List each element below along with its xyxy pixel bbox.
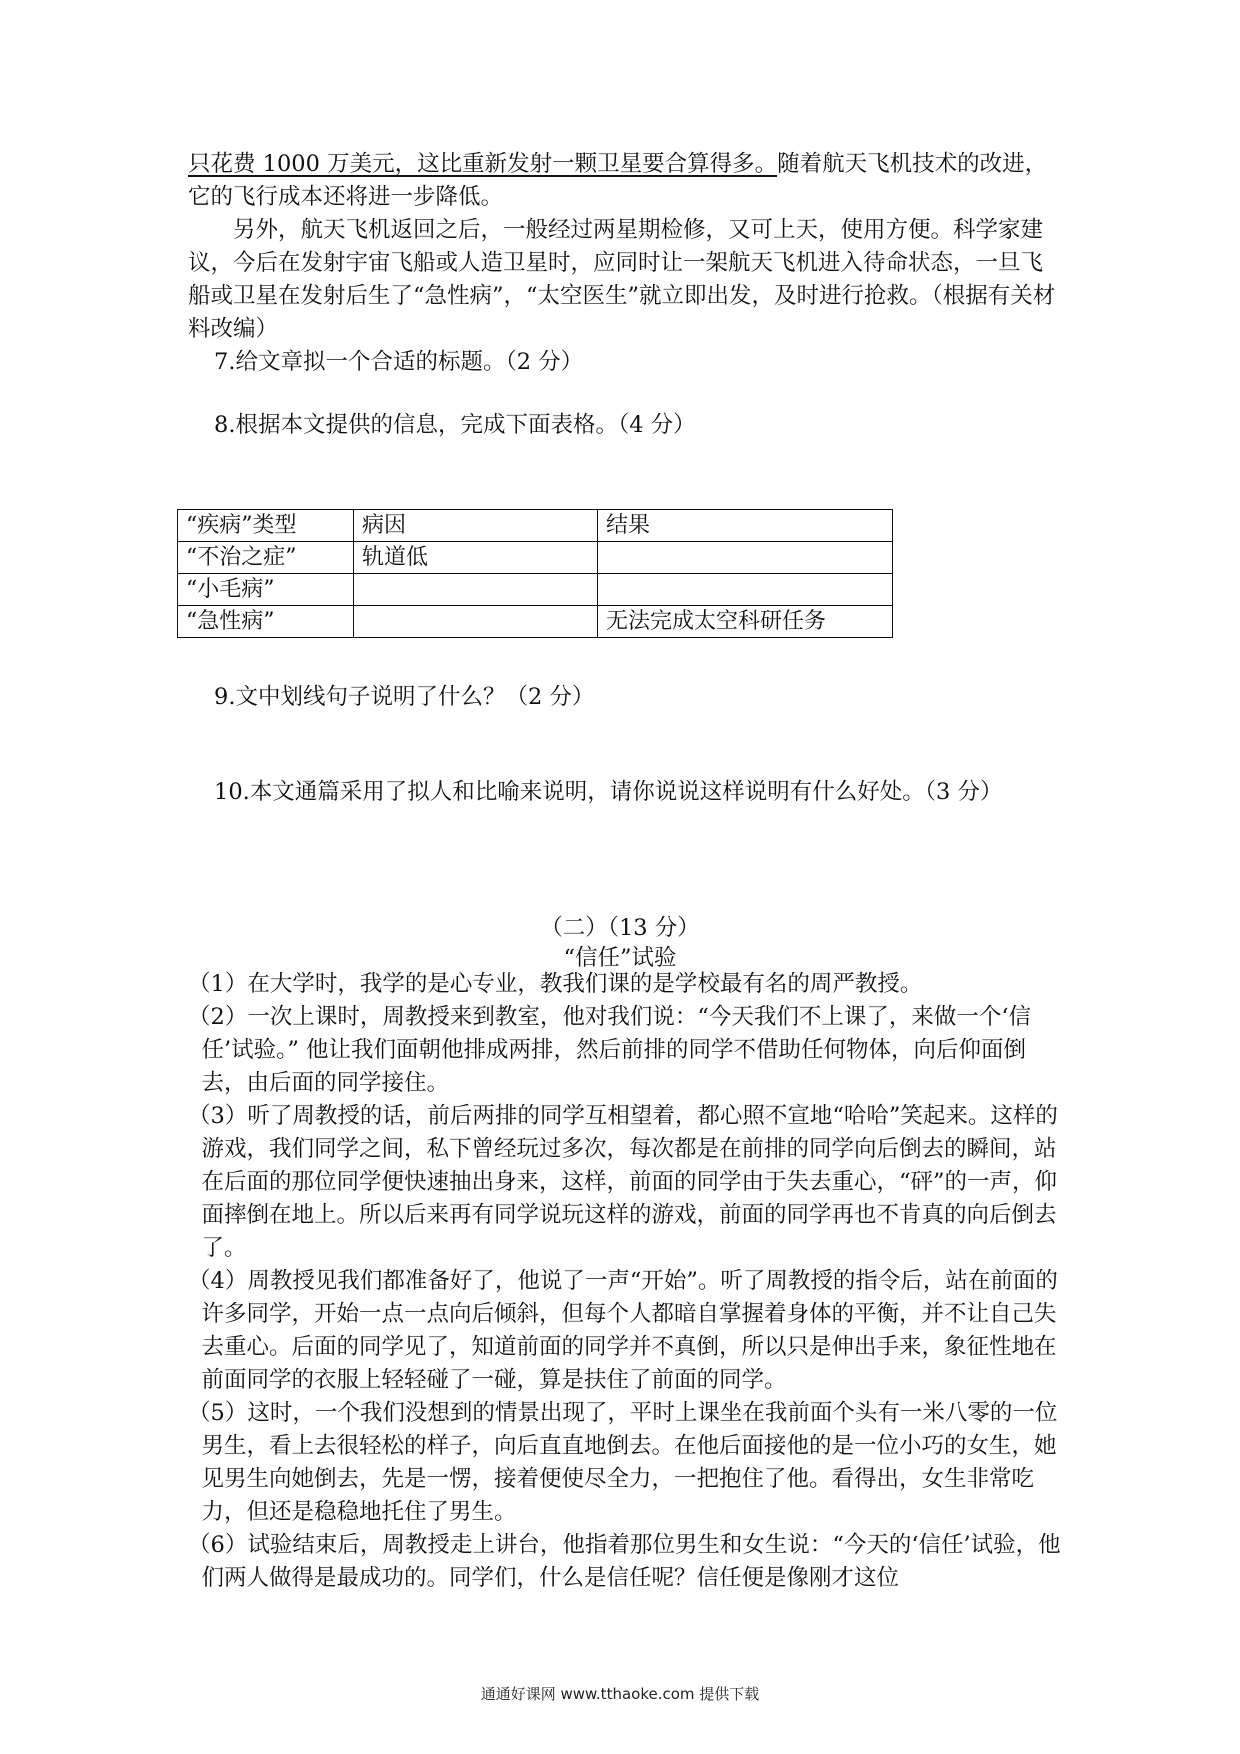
info-table (177, 509, 893, 638)
table-cell (598, 574, 893, 606)
table-cell: “不治之症” (178, 542, 354, 574)
table-cell: “急性病” (178, 606, 354, 638)
table-cell (598, 542, 893, 574)
story-paragraph: （1）在大学时，我学的是心专业，教我们课的是学校最有名的周严教授。 (188, 971, 923, 997)
page-footer: 通通好课网 www.tthaoke.com 提供下载 (480, 1685, 760, 1703)
table-header-row (178, 510, 893, 542)
question-7: 7.给文章拟一个合适的标题。（2 分） (214, 349, 584, 375)
table-cell: 轨道低 (354, 542, 598, 574)
table-row (178, 574, 893, 606)
section-heading: （二）（13 分） (540, 915, 700, 941)
table-header-cell: 结果 (598, 510, 893, 542)
table-header-cell: 病因 (354, 510, 598, 542)
passage-para-1-rest: 随着航天飞机技术的改进，它的飞行成本还将进一步降低。 (188, 151, 1048, 210)
table-cell (354, 606, 598, 638)
story-paragraph: （5）这时，一个我们没想到的情景出现了，平时上课坐在我前面个头有一米八零的一位男生，看上去很轻松的样子，向后直直地倒去。在他后面接他的是一位小巧的女生，她见男生向她倒去，先是一愣，接着便使尽全力，一把抱住了他。看得出，女生非常吃力，但还是稳稳地托住了男生。 (188, 1400, 1058, 1525)
passage-para-1 (188, 148, 1063, 214)
table-cell (354, 574, 598, 606)
story-paragraph: （4）周教授见我们都准备好了，他说了一声“开始”。听了周教授的指令后，站在前面的许多同学，开始一点一点向后倾斜，但每个人都暗自掌握着身体的平衡，并不让自己失去重心。后面的同学见了，知道前面的同学并不真倒，所以只是伸出手来，象征性地在前面同学的衣服上轻轻碰了一碰，算是扶住了前面的同学。 (188, 1268, 1058, 1393)
question-8: 8.根据本文提供的信息，完成下面表格。（4 分） (214, 412, 696, 438)
story-title: “信任”试验 (563, 945, 677, 971)
story-paragraph: （2）一次上课时，周教授来到教室，他对我们说：“今天我们不上课了，来做一个‘信任’试验。” 他让我们面朝他排成两排，然后前排的同学不借助任何物体，向后仰面倒去，由后面的同学接住。 (188, 1004, 1031, 1096)
underlined-sentence: 只花费 1000 万美元，这比重新发射一颗卫星要合算得多。 (188, 151, 778, 177)
passage-para-2: 另外，航天飞机返回之后，一般经过两星期检修，又可上天，使用方便。科学家建议，今后在发射宇宙飞船或人造卫星时，应同时让一架航天飞机进入待命状态，一旦飞船或卫星在发射后生了“急性病”，“太空医生”就立即出发，及时进行抢救。（根据有关材料改编） (188, 217, 1056, 342)
story-paragraph: （3）听了周教授的话，前后两排的同学互相望着，都心照不宣地“哈哈”笑起来。这样的游戏，我们同学之间，私下曾经玩过多次，每次都是在前排的同学向后倒去的瞬间，站在后面的那位同学便快速抽出身来，这样，前面的同学由于失去重心，“砰”的一声，仰面摔倒在地上。所以后来再有同学说玩这样的游戏，前面的同学再也不肯真的向后倒去了。 (188, 1103, 1058, 1261)
table-row (178, 542, 893, 574)
passage-block (188, 148, 1063, 442)
question-9: 9.文中划线句子说明了什么？（2 分） (214, 684, 595, 710)
table-cell: “小毛病” (178, 574, 354, 606)
table-cell: 无法完成太空科研任务 (598, 606, 893, 638)
table-row (178, 606, 893, 638)
story-block (188, 968, 1063, 1595)
story-paragraph: （6）试验结束后，周教授走上讲台，他指着那位男生和女生说：“今天的‘信任’试验，他们两人做得是最成功的。同学们，什么是信任呢？信任便是像刚才这位 (188, 1532, 1061, 1591)
table-header-cell: “疾病”类型 (178, 510, 354, 542)
question-10: 10.本文通篇采用了拟人和比喻来说明，请你说说这样说明有什么好处。（3 分） (214, 779, 1003, 805)
